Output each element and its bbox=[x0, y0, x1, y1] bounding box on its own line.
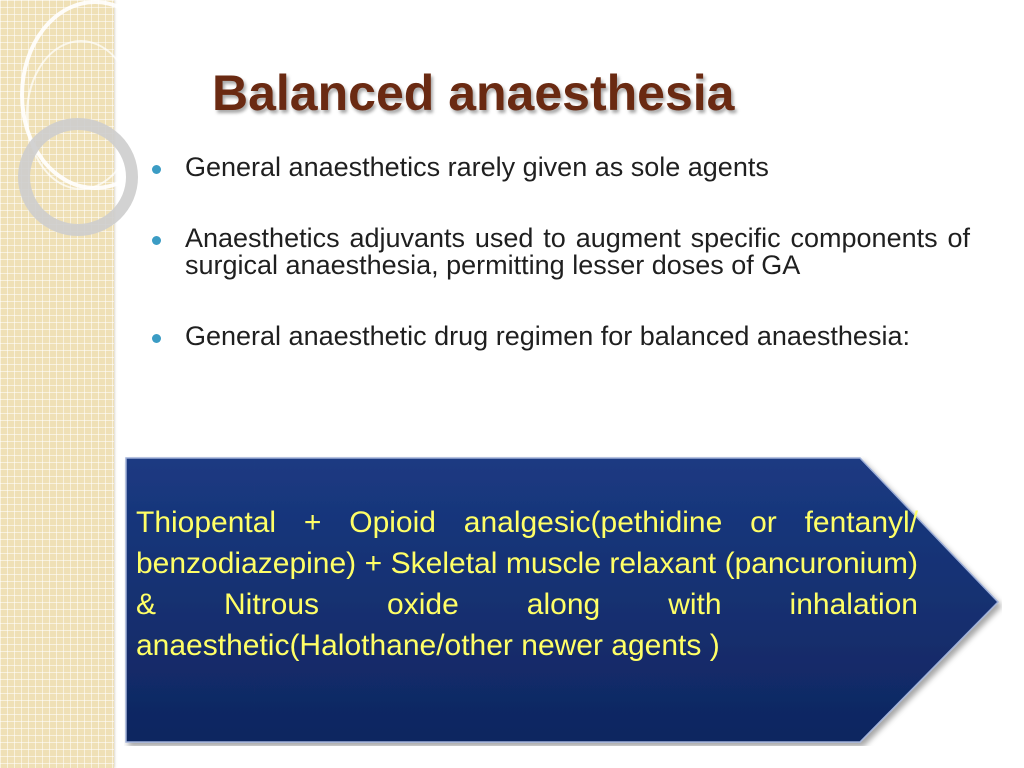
bullet-text: General anaesthetic drug regimen for balanced anaesthesia: bbox=[185, 321, 910, 351]
slide-title: Balanced anaesthesia bbox=[212, 65, 735, 121]
bullet-list bbox=[152, 154, 970, 350]
bullet-dot-icon bbox=[152, 165, 161, 174]
bullet-dot-icon bbox=[152, 334, 161, 343]
bullet-dot-icon bbox=[152, 236, 161, 245]
bullet-text: Anaesthetics adjuvants used to augment specific components of surgical anaesthesia, permitting lesser doses of GA bbox=[185, 223, 970, 280]
decorative-ring bbox=[18, 118, 138, 236]
bullet-text: General anaesthetics rarely given as sole agents bbox=[185, 152, 769, 182]
callout-text: Thiopental + Opioid analgesic(pethidine or fentanyl/ benzodiazepine) + Skeletal muscle relaxant (pancuronium) & Nitrous oxide along with inhalation anaesthetic(Halothane/other newer agents ) bbox=[136, 506, 918, 662]
decorative-side-strip bbox=[0, 0, 114, 768]
bullet-item bbox=[152, 225, 970, 279]
bullet-item bbox=[152, 154, 970, 181]
bullet-item bbox=[152, 323, 970, 350]
arrow-callout bbox=[124, 456, 1002, 746]
